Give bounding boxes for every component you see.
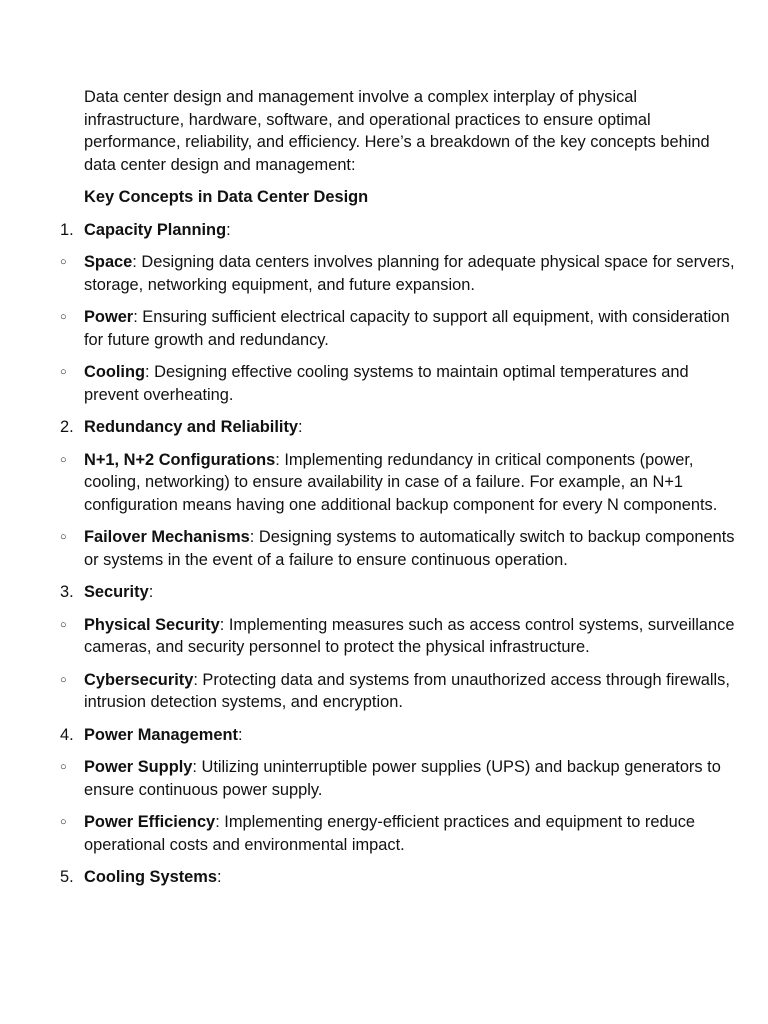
colon: : (148, 583, 154, 601)
colon: : (226, 220, 231, 239)
bullet-term: Space (84, 253, 133, 271)
bullet-circle-icon: ○ (60, 531, 67, 543)
bullet-text: : Ensuring sufficient electrical capacity to support all equipment, with consideration for future growth and redundancy. (84, 308, 730, 349)
colon: : (237, 725, 243, 744)
bullet-text: : Implementing measures such as access control systems, surveillance cameras, and security personnel to protect the physical infrastructure. (84, 615, 735, 656)
bullet-circle-icon: ○ (60, 618, 67, 631)
numbered-item-power-management (60, 724, 744, 747)
item-title: Redundancy and Reliability (84, 418, 299, 436)
item-title: Cooling Systems (84, 868, 217, 886)
bullet-circle-icon: ○ (60, 366, 67, 378)
bullet-text: : Designing data centers involves planning for adequate physical space for servers, storage, networking equipment, and future expansion. (84, 253, 735, 294)
list-number: 1. (60, 220, 74, 239)
bullet-term: Power Efficiency (84, 813, 216, 831)
list-number: 3. (60, 583, 74, 601)
bullet-term: Cooling (84, 363, 145, 381)
list-number: 2. (60, 418, 74, 436)
bullet-text: : Utilizing uninterruptible power supplies (UPS) and backup generators to ensure continuous power supply. (84, 758, 721, 799)
bullet-circle-icon: ○ (60, 256, 67, 268)
bullet-text: : Implementing energy-efficient practices and equipment to reduce operational costs and environmental impact. (84, 813, 696, 854)
numbered-item-security (60, 581, 744, 604)
bullet-failover (60, 526, 744, 571)
numbered-item-cooling-systems (60, 866, 744, 889)
item-title: Capacity Planning (84, 220, 227, 239)
bullet-power (60, 306, 744, 351)
bullet-power-efficiency (60, 811, 744, 856)
bullet-cybersecurity (60, 669, 744, 714)
list-number: 4. (60, 725, 74, 744)
bullet-circle-icon: ○ (60, 761, 67, 773)
bullet-circle-icon: ○ (60, 673, 67, 686)
bullet-term: Power (84, 308, 134, 326)
section-heading: Key Concepts in Data Center Design (84, 188, 369, 206)
bullet-physical-security (60, 614, 744, 659)
list-number: 5. (60, 868, 74, 886)
item-title: Security (84, 583, 149, 601)
bullet-space (60, 251, 744, 296)
bullet-power-supply (60, 756, 744, 801)
item-title: Power Management (84, 725, 238, 744)
bullet-text: : Protecting data and systems from unauthorized access through firewalls, intrusion detection systems, and encryption. (84, 670, 730, 711)
bullet-text: : Implementing redundancy in critical components (power, cooling, networking) to ensure availability in case of a failure. For example, an N+1 configuration means having one additional backup component for every N components. (84, 450, 718, 514)
colon: : (298, 418, 303, 436)
bullet-term: N+1, N+2 Configurations (84, 450, 276, 469)
bullet-term: Physical Security (84, 615, 220, 634)
colon: : (216, 868, 222, 886)
bullet-term: Power Supply (84, 758, 193, 776)
bullet-term: Failover Mechanisms (84, 528, 250, 546)
bullet-cooling (60, 361, 744, 406)
numbered-item-capacity-planning (60, 219, 744, 242)
bullet-circle-icon: ○ (60, 816, 67, 828)
numbered-item-redundancy (60, 416, 744, 439)
bullet-circle-icon: ○ (60, 453, 67, 466)
bullet-text: : Designing effective cooling systems to maintain optimal temperatures and prevent overheating. (84, 363, 689, 404)
bullet-text: : Designing systems to automatically switch to backup components or systems in the event of a failure to ensure continuous operation. (84, 528, 735, 569)
intro-paragraph: Data center design and management involve a complex interplay of physical infrastructure, hardware, software, and operational practices to ensure optimal performance, reliability, and efficiency. Here’s a breakdown of the key concepts behind data center design and management: (84, 88, 710, 174)
bullet-n-plus-configurations (60, 449, 744, 517)
bullet-term: Cybersecurity (84, 670, 194, 689)
document-page (0, 86, 768, 899)
bullet-circle-icon: ○ (60, 311, 67, 323)
